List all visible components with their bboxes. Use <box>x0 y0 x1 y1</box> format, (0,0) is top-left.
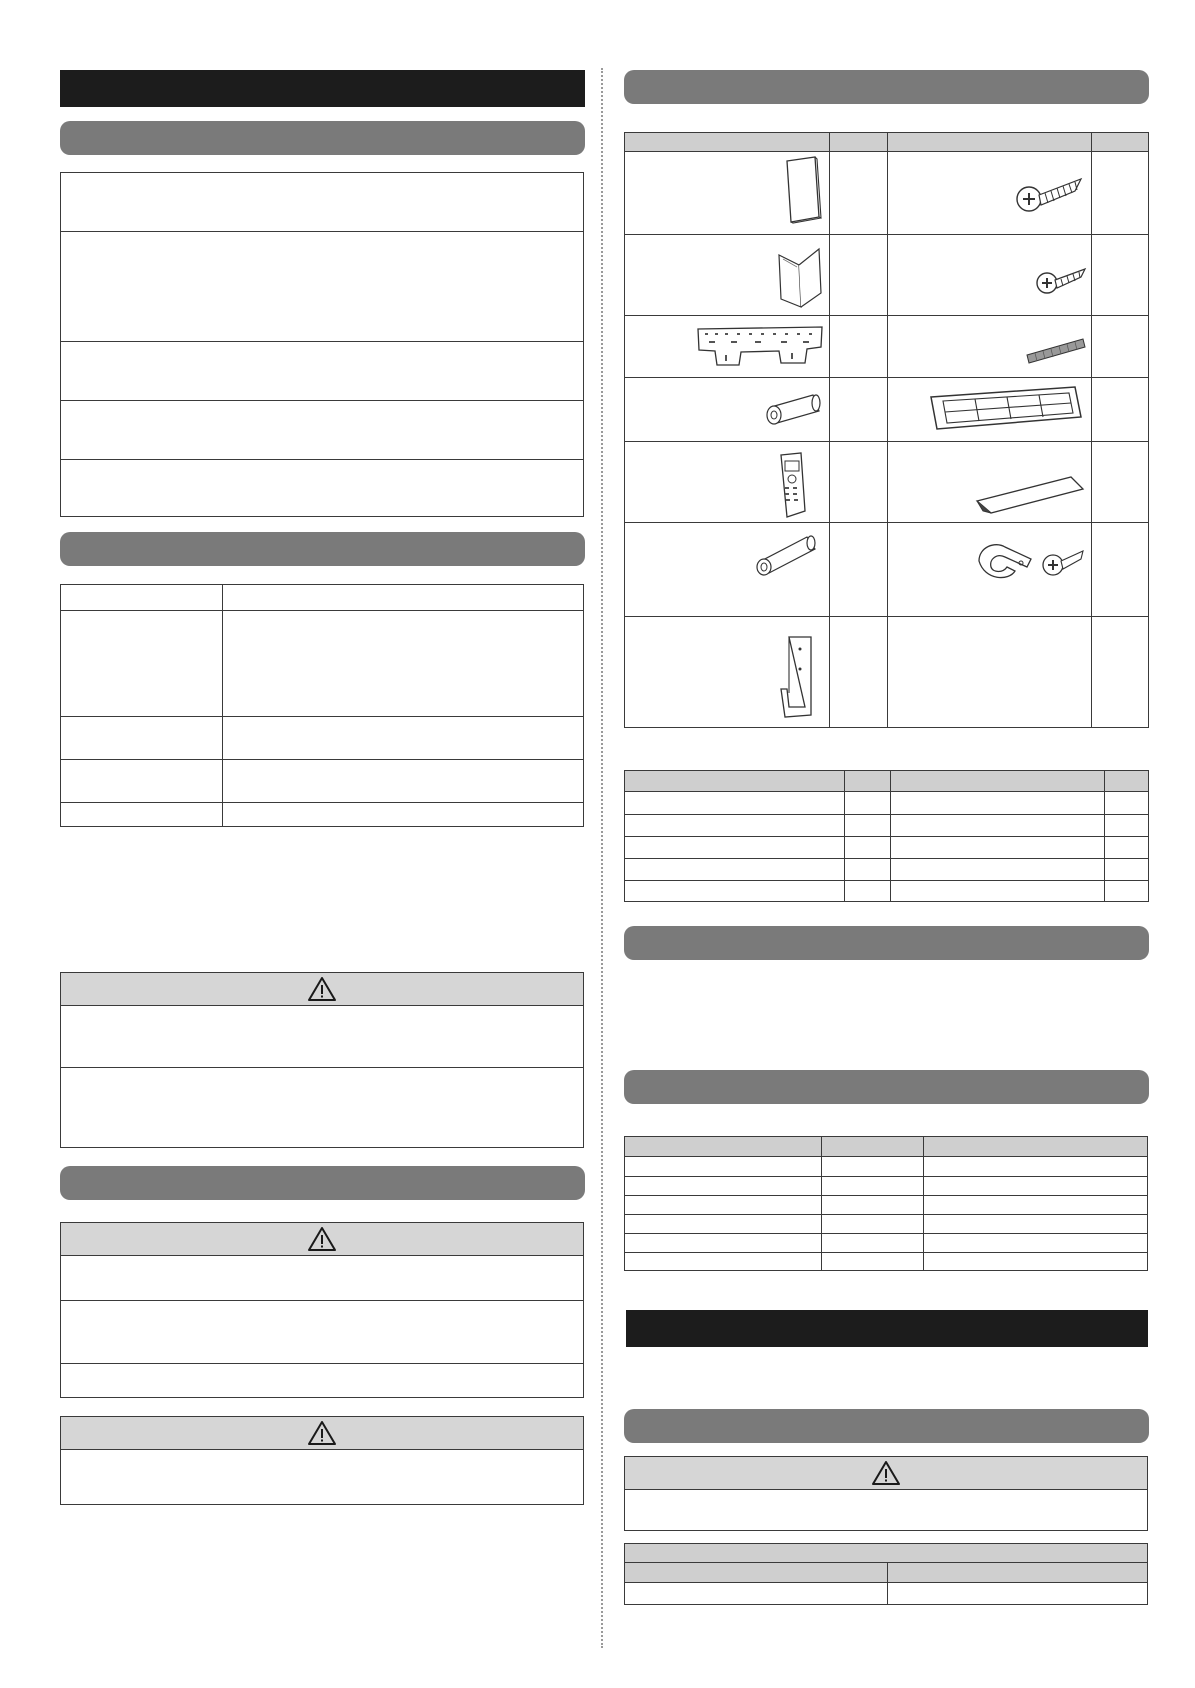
air-filter-icon <box>925 383 1085 435</box>
section-1-box <box>60 172 584 517</box>
section-b-heading <box>624 926 1149 960</box>
section-3-heading <box>60 1166 585 1200</box>
warning-box-4 <box>624 1456 1148 1531</box>
remote-holder-icon <box>775 633 825 723</box>
pipe-roll-icon <box>761 391 825 431</box>
section-1-heading <box>60 121 585 155</box>
section-d-table <box>624 1543 1148 1605</box>
remote-control-icon <box>773 451 813 521</box>
warning-triangle-icon <box>307 1226 337 1252</box>
screw-small-icon <box>1035 255 1089 297</box>
warning-box-1 <box>60 972 584 1148</box>
insulation-sheet-icon <box>975 463 1087 517</box>
accessories-heading <box>624 70 1149 104</box>
felt-tape-icon <box>1025 333 1087 367</box>
warning-box-3 <box>60 1416 584 1505</box>
accessories-table <box>624 132 1149 728</box>
warning-box-2 <box>60 1222 584 1398</box>
accessories-table-2 <box>624 770 1149 902</box>
cable-clamp-screw-icon <box>975 527 1087 587</box>
mounting-plate-icon <box>695 323 825 373</box>
folded-sheet-icon <box>775 241 825 311</box>
section-2-heading <box>60 532 585 566</box>
section-d-heading <box>624 1409 1149 1443</box>
booklet-icon <box>781 155 823 225</box>
warning-triangle-icon <box>307 976 337 1002</box>
screw-large-icon <box>1015 165 1087 215</box>
section-2-table <box>60 584 584 827</box>
section-c-table <box>624 1136 1148 1271</box>
column-divider <box>601 68 603 1648</box>
right-title-bar <box>626 1310 1148 1347</box>
warning-triangle-icon <box>871 1460 901 1486</box>
left-title-bar <box>60 70 585 107</box>
warning-triangle-icon <box>307 1420 337 1446</box>
battery-icon <box>747 531 825 581</box>
section-c-heading <box>624 1070 1149 1104</box>
